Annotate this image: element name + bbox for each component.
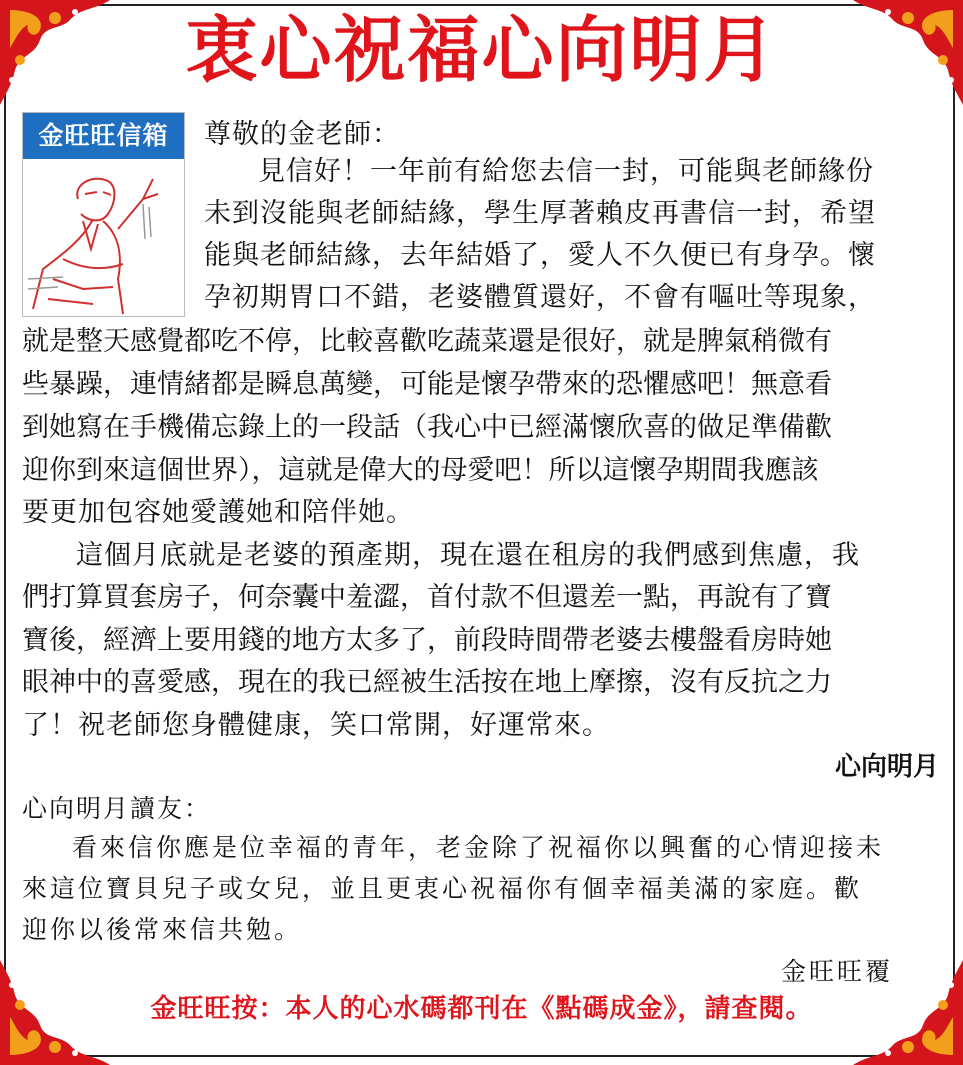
letter-salutation: 尊敬的金老師： xyxy=(204,119,400,150)
reply-salutation: 心向明月讀友： xyxy=(22,794,212,823)
letter-line: 就是整天感覺都吃不停，比較喜歡吃蔬菜還是很好，就是脾氣稍微有 xyxy=(22,326,832,357)
reply-line: 來這位寶貝兒子或女兒，並且更衷心祝福你有個幸福美滿的家庭。歡 xyxy=(22,874,863,903)
letter-line: 這個月底就是老婆的預產期，現在還在租房的我們感到焦慮，我 xyxy=(76,540,860,571)
letter-line: 到她寫在手機備忘錄上的一段話（我心中已經滿懷欣喜的做足準備歡 xyxy=(22,412,832,443)
footer-note: 金旺旺按：本人的心水碼都刊在《點碼成金》，請查閱。 xyxy=(150,994,813,1024)
reply-signature: 金旺旺覆 xyxy=(780,957,893,986)
letter-line: 能與老師結緣，去年結婚了，愛人不久便已有身孕。懷 xyxy=(204,240,876,271)
letter-line: 寶後，經濟上要用錢的地方太多了，前段時間帶老婆去樓盤看房時她 xyxy=(22,625,832,656)
letter-line: 要更加包容她愛護她和陪伴她。 xyxy=(22,497,414,528)
teacher-sketch-icon xyxy=(23,159,184,316)
letter-line: 未到沒能與老師結緣，學生厚著賴皮再書信一封，希望 xyxy=(204,198,876,229)
letter-line: 眼神中的喜愛感，現在的我已經被生活按在地上摩擦，沒有反抗之力 xyxy=(22,667,832,698)
letter-line: 們打算買套房子，何奈囊中羞澀，首付款不但還差一點，再說有了寶 xyxy=(22,582,832,613)
column-badge-label: 金旺旺信箱 xyxy=(23,113,184,159)
letter-line: 些暴躁，連情緒都是瞬息萬變，可能是懷孕帶來的恐懼感吧！無意看 xyxy=(22,369,832,400)
letter-line: 了！祝老師您身體健康，笑口常開，好運常來。 xyxy=(22,710,610,741)
letter-line: 迎你到來這個世界），這就是偉大的母愛吧！所以這懷孕期間我應該 xyxy=(22,455,819,486)
letter-line: 孕初期胃口不錯，老婆體質還好，不會有嘔吐等現象， xyxy=(204,282,876,313)
column-badge xyxy=(22,112,185,317)
letter-signature: 心向明月 xyxy=(834,752,939,782)
page-title: 衷心祝福心向明月 xyxy=(185,8,778,92)
reply-line: 迎你以後常來信共勉。 xyxy=(22,915,303,944)
letter-line: 見信好！一年前有給您去信一封，可能與老師緣份 xyxy=(258,156,874,187)
reply-line: 看來信你應是位幸福的青年，老金除了祝福你以興奮的心情迎接未 xyxy=(72,833,885,862)
